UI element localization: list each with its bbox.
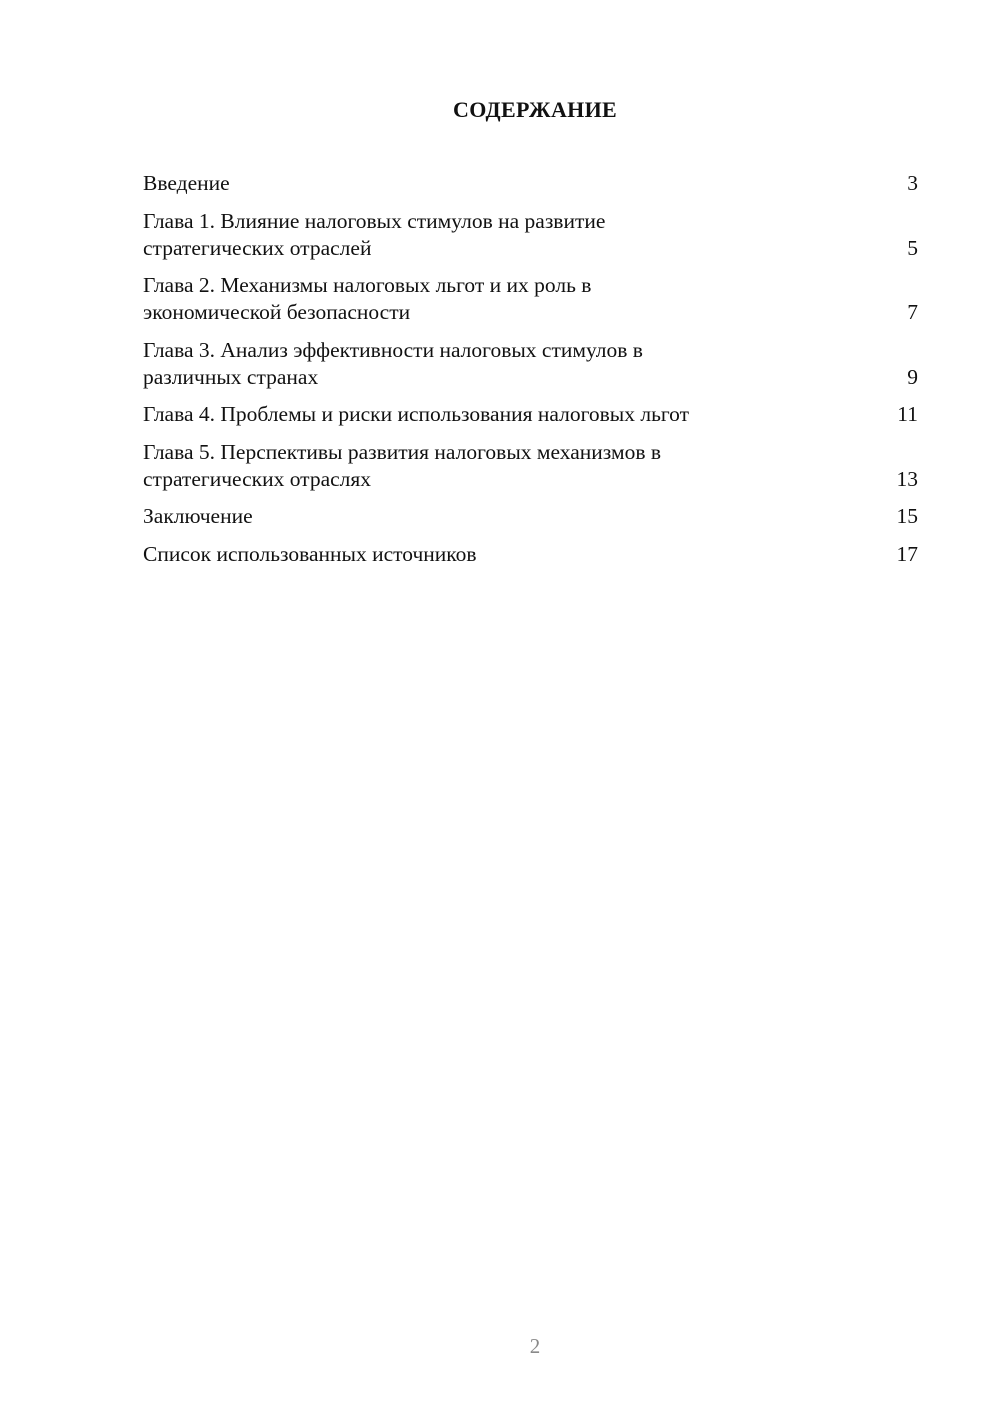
toc-entry-chapter-1[interactable] xyxy=(143,208,918,262)
toc-entry-text: Глава 5. Перспективы развития налоговых механизмов в стратегических отраслях xyxy=(143,439,662,491)
toc-entry-page: 9 xyxy=(907,364,918,389)
toc-entry-chapter-2[interactable] xyxy=(143,272,918,326)
page-number: 2 xyxy=(529,1334,541,1358)
toc-entry-text: Глава 3. Анализ эффективности налоговых стимулов в различных странах xyxy=(143,337,643,389)
toc-entry-page: 11 xyxy=(897,402,918,426)
toc-entry-text: Глава 1. Влияние налоговых стимулов на развитие стратегических отраслей xyxy=(143,208,606,260)
page-title: СОДЕРЖАНИЕ xyxy=(453,97,617,122)
toc-entry-introduction[interactable] xyxy=(143,170,918,197)
toc-entry-page: 15 xyxy=(896,504,918,528)
table-of-contents xyxy=(143,170,918,578)
toc-entry-page: 13 xyxy=(896,466,918,491)
toc-entry-text: Глава 4. Проблемы и риски использования налоговых льгот xyxy=(143,402,690,426)
toc-entry-chapter-5[interactable] xyxy=(143,439,918,493)
toc-entry-chapter-3[interactable] xyxy=(143,337,918,391)
toc-entry-text: Заключение xyxy=(143,504,253,528)
toc-entry-page: 3 xyxy=(907,171,918,195)
toc-entry-page: 17 xyxy=(896,541,918,566)
toc-entry-text: Введение xyxy=(143,171,230,195)
toc-entry-page: 7 xyxy=(907,300,918,324)
toc-entry-conclusion[interactable] xyxy=(143,503,918,530)
toc-entry-page: 5 xyxy=(907,235,918,260)
toc-entry-references[interactable] xyxy=(143,541,918,568)
toc-entry-chapter-4[interactable] xyxy=(143,401,918,428)
toc-entry-text: Список использованных источников xyxy=(143,541,477,566)
toc-entry-text: Глава 2. Механизмы налоговых льгот и их роль в экономической безопасности xyxy=(143,273,592,324)
